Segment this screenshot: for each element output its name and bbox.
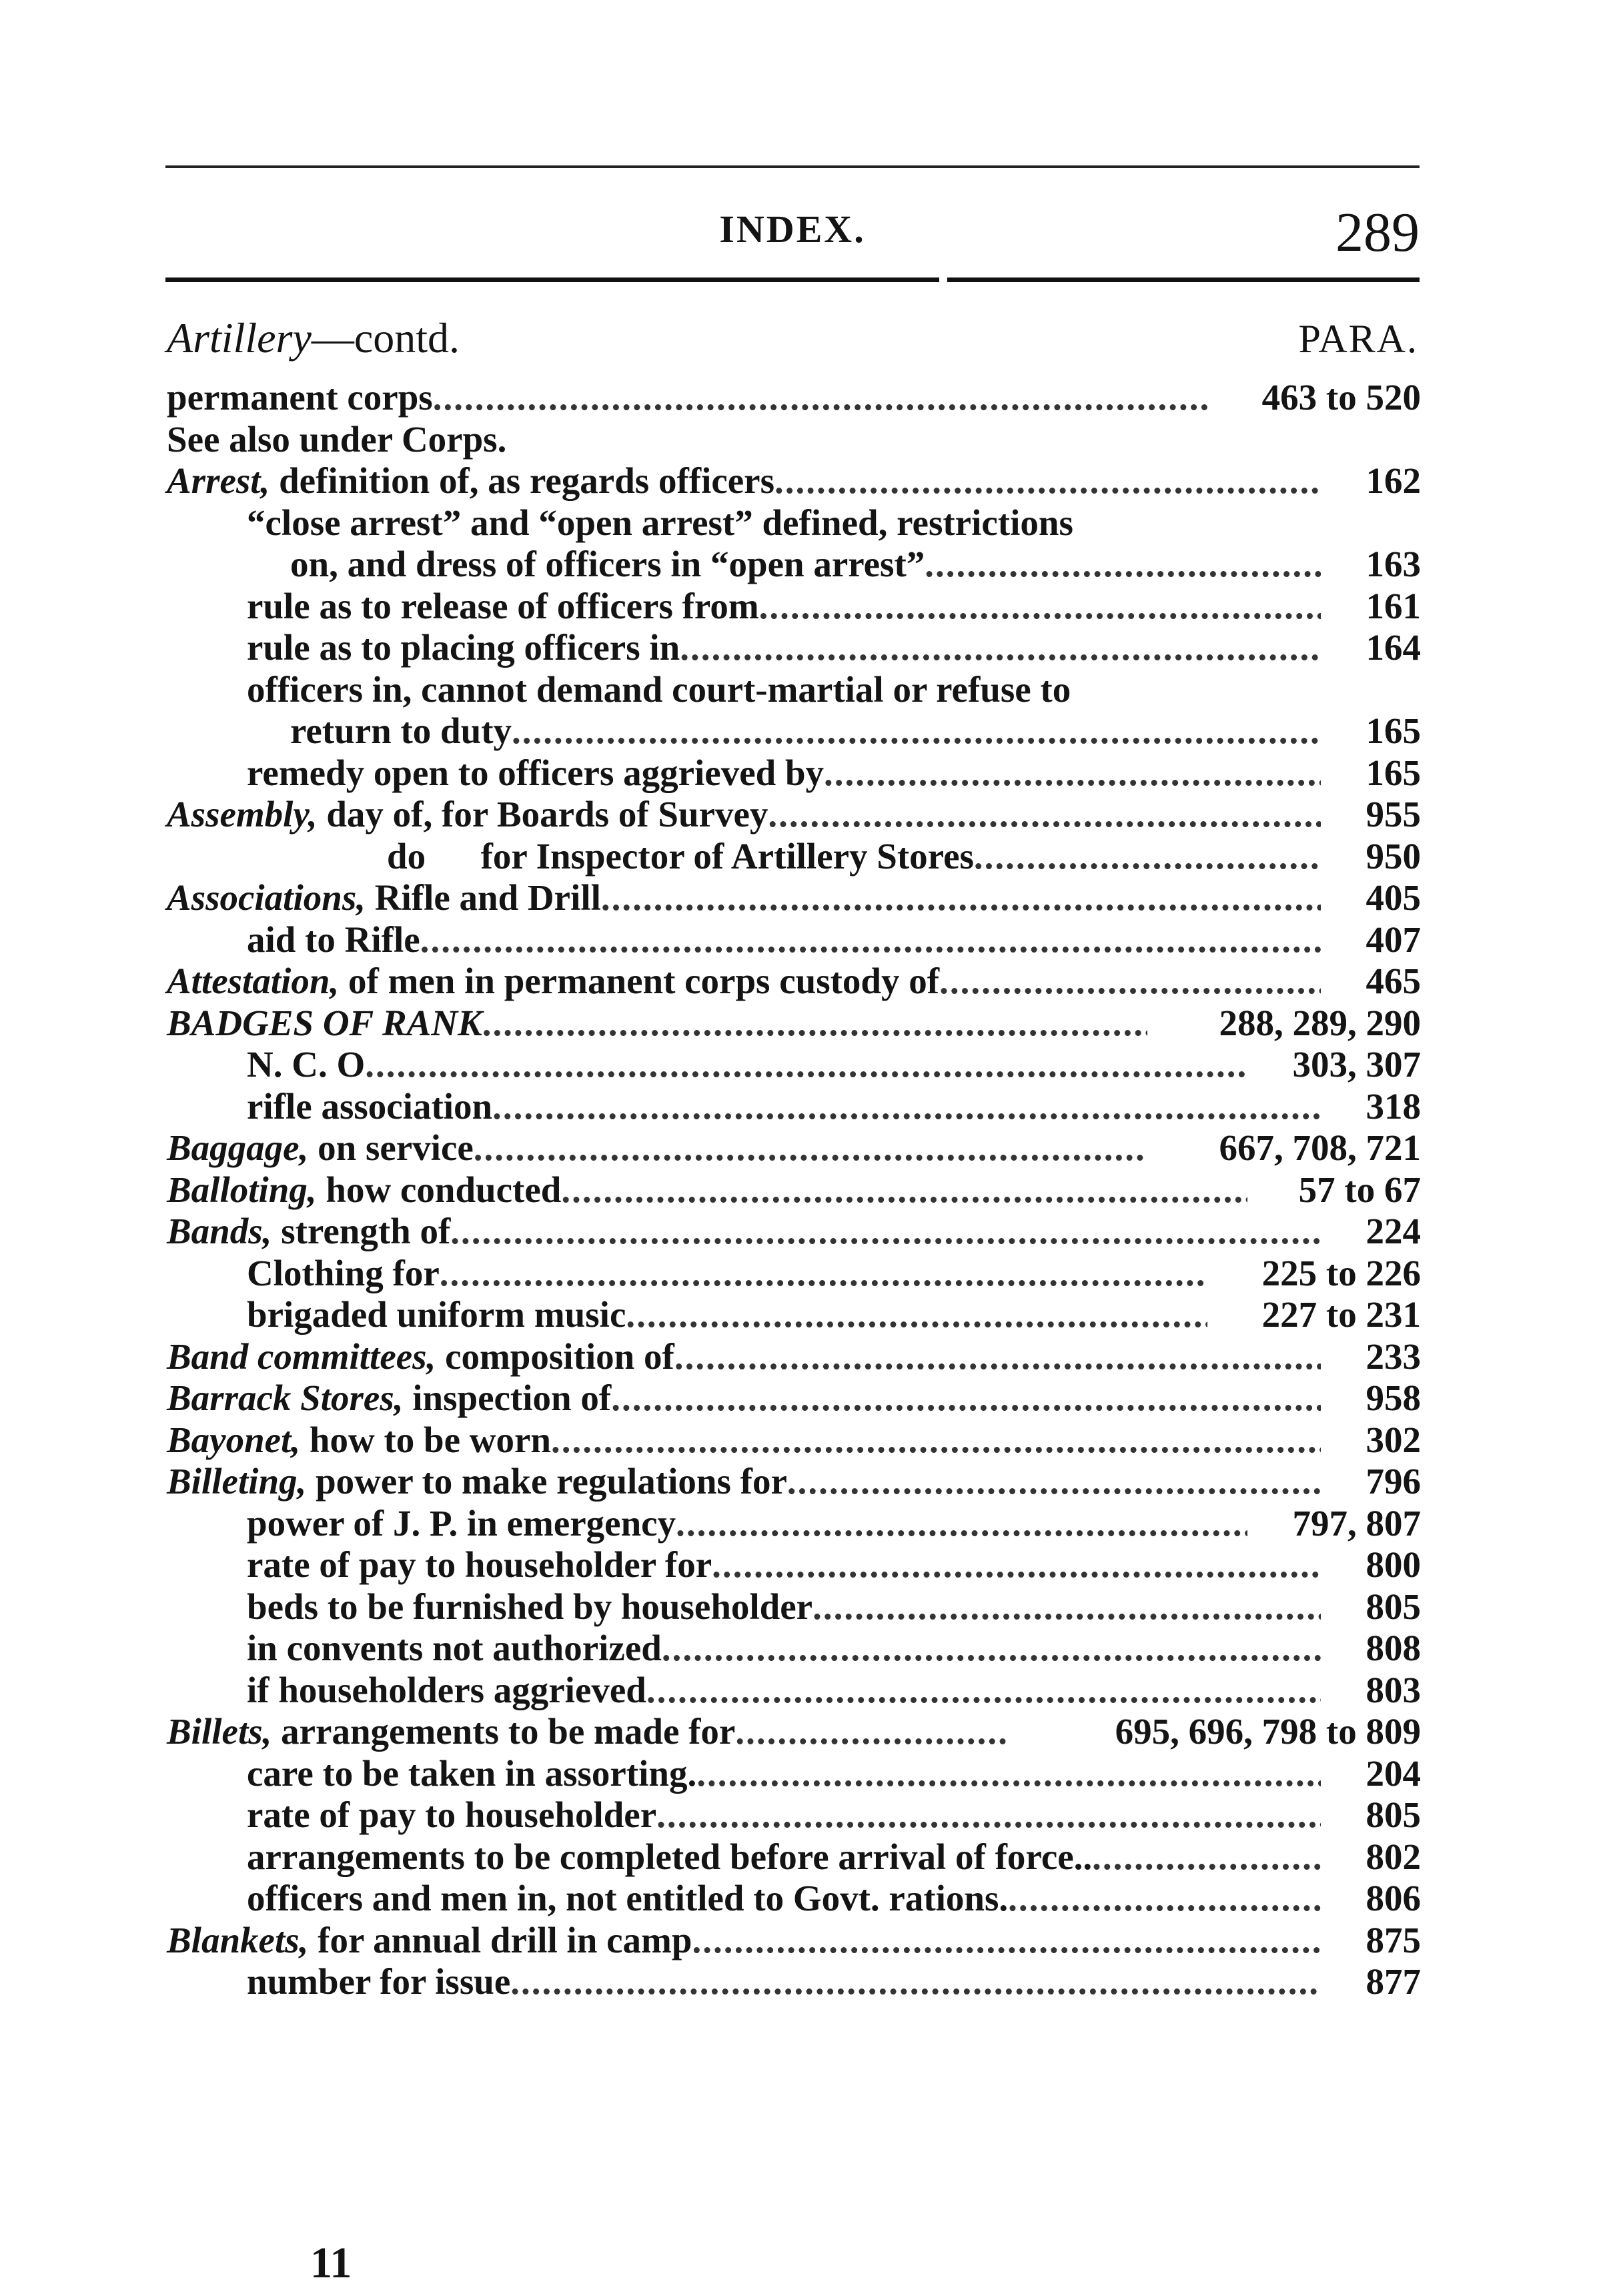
index-entry [167, 1670, 1421, 1712]
index-entry [167, 919, 1421, 961]
entry-text: strength of [272, 1211, 451, 1251]
entry-reference: 227 to 231 [1261, 1294, 1421, 1335]
entry-text: in convents not authorized [247, 1628, 662, 1668]
dot-leader [696, 1753, 1321, 1795]
index-entry [167, 1127, 1421, 1169]
entry-reference: 465 [1366, 961, 1421, 1001]
dot-leader [925, 544, 1321, 586]
entry-reference: 806 [1366, 1878, 1421, 1918]
index-entry [167, 710, 1421, 752]
index-entry [167, 1086, 1421, 1128]
entry-reference: 950 [1366, 835, 1421, 877]
dot-leader [692, 1920, 1321, 1962]
entry-term: Bayonet, [167, 1419, 301, 1460]
entry-term: Assembly, [167, 794, 318, 834]
continued-label: —contd. [311, 314, 460, 362]
entry-text: beds to be furnished by householder [247, 1586, 813, 1627]
index-entry [167, 669, 1421, 711]
index-entry [167, 460, 1421, 502]
page-header [165, 200, 1420, 273]
index-entry [167, 1253, 1421, 1295]
entry-term: Baggage, [167, 1127, 309, 1168]
entry-reference: 161 [1366, 585, 1421, 626]
index-entry [167, 1711, 1421, 1753]
entry-text: composition of [436, 1335, 674, 1377]
entry-reference: 796 [1366, 1461, 1421, 1502]
dot-leader [680, 627, 1321, 669]
entry-text: arrangements to be made for [272, 1711, 736, 1752]
entry-reference: 165 [1366, 752, 1421, 793]
entry-reference: 163 [1366, 544, 1421, 584]
index-entry [167, 419, 1421, 461]
entry-text: arrangements to be completed before arrival of force.. [247, 1836, 1093, 1877]
index-entry [167, 1794, 1421, 1836]
index-entry [167, 1044, 1421, 1086]
entry-reference: 233 [1366, 1335, 1421, 1377]
entry-reference: 224 [1366, 1211, 1421, 1251]
entry-reference: 805 [1366, 1586, 1421, 1627]
dot-leader [787, 1461, 1321, 1503]
entry-text: N. C. O [247, 1044, 366, 1085]
index-entry [167, 1836, 1421, 1878]
dot-leader [561, 1169, 1247, 1211]
dot-leader [551, 1419, 1321, 1462]
page-number: 289 [1335, 201, 1420, 263]
entry-reference: 165 [1366, 710, 1421, 751]
header-rule-right [947, 277, 1420, 282]
entry-text: aid to Rifle [247, 919, 420, 960]
index-entry [167, 1920, 1421, 1962]
entry-term: Arrest, [167, 460, 270, 501]
index-entry [167, 1169, 1421, 1211]
entry-text: rule as to placing officers in [247, 627, 680, 668]
entry-text: rule as to release of officers from [247, 585, 759, 626]
signature-mark: 11 [310, 2239, 352, 2287]
index-entry [167, 877, 1421, 919]
entry-text: return to duty [290, 710, 512, 751]
entry-text: rate of pay to householder for [247, 1544, 712, 1585]
index-entry [167, 544, 1421, 586]
continued-heading [167, 314, 460, 363]
entry-reference: 958 [1366, 1377, 1421, 1418]
dot-leader [510, 1961, 1321, 2003]
entry-term: Billets, [167, 1711, 272, 1752]
entry-reference: 805 [1366, 1794, 1421, 1835]
dot-leader [433, 377, 1207, 419]
index-entry [167, 1544, 1421, 1586]
index-entry [167, 1336, 1421, 1378]
entry-term: Barrack Stores, [167, 1377, 404, 1418]
entry-reference: 667, 708, 721 [1219, 1127, 1421, 1168]
entry-text: officers in, cannot demand court-martial or refuse to [247, 668, 1071, 710]
dot-leader [626, 1294, 1207, 1336]
dot-leader [512, 710, 1321, 752]
entry-text: remedy open to officers aggrieved by [247, 752, 825, 793]
entry-text: “close arrest” and “open arrest” defined, restrictions [247, 502, 1073, 543]
entry-text: do for Inspector of Artillery Stores [387, 835, 974, 877]
top-rule [165, 165, 1420, 168]
dot-leader [450, 1211, 1321, 1253]
entry-text: on, and dress of officers in “open arrest” [290, 544, 925, 584]
dot-leader [813, 1586, 1321, 1628]
dot-leader [974, 836, 1321, 878]
index-entry [167, 502, 1421, 544]
entry-reference: 875 [1366, 1919, 1421, 1960]
entry-text: power of J. P. in emergency [247, 1502, 676, 1544]
dot-leader [676, 1503, 1247, 1545]
entry-text: how conducted [316, 1169, 562, 1210]
dot-leader [656, 1794, 1321, 1836]
entry-text: for annual drill in camp [308, 1919, 692, 1960]
entry-reference: 877 [1366, 1961, 1421, 2002]
entry-reference: 407 [1366, 919, 1421, 960]
index-entry [167, 1586, 1421, 1628]
entry-text: care to be taken in assorting. [247, 1752, 697, 1794]
dot-leader [601, 877, 1321, 919]
index-entry [167, 1878, 1421, 1920]
entry-text: on service [308, 1127, 474, 1168]
entry-term: Billeting, [167, 1461, 307, 1502]
dot-leader [712, 1544, 1321, 1586]
entry-text: definition of, as regards officers [269, 460, 774, 501]
dot-leader [440, 1253, 1207, 1295]
entry-reference: 800 [1366, 1544, 1421, 1585]
dot-leader [611, 1377, 1321, 1419]
entry-text: inspection of [403, 1377, 612, 1418]
dot-leader [492, 1086, 1321, 1128]
index-entry [167, 1003, 1421, 1045]
index-entry [167, 836, 1421, 878]
continued-term: Artillery [167, 314, 312, 362]
entry-reference: 288, 289, 290 [1219, 1002, 1421, 1043]
entry-term: Attestation, [167, 961, 340, 1001]
entry-text: if householders aggrieved [247, 1669, 646, 1710]
dot-leader [774, 460, 1321, 502]
dot-leader [768, 794, 1321, 836]
entry-text: rifle association [247, 1085, 493, 1127]
entry-reference: 802 [1366, 1836, 1421, 1877]
dot-leader [824, 752, 1321, 794]
entry-text: of men in permanent corps custody of [339, 961, 940, 1001]
entry-reference: 797, 807 [1292, 1502, 1421, 1544]
index-entries [167, 377, 1421, 2003]
entry-text: Rifle and Drill [366, 877, 601, 918]
entry-text: officers and men in, not entitled to Govt. rations. [247, 1878, 1009, 1918]
entry-reference: 204 [1366, 1752, 1421, 1794]
index-entry [167, 377, 1421, 419]
entry-text: Clothing for [247, 1252, 440, 1293]
dot-leader [474, 1127, 1147, 1169]
entry-term: Balloting, [167, 1169, 317, 1210]
dot-leader [662, 1628, 1321, 1670]
entry-reference: 303, 307 [1292, 1044, 1421, 1085]
entry-term: Band committees, [167, 1335, 436, 1377]
index-entry [167, 1419, 1421, 1462]
entry-text: day of, for Boards of Survey [317, 794, 768, 834]
index-entry [167, 1211, 1421, 1253]
entry-reference: 225 to 226 [1261, 1252, 1421, 1293]
entry-reference: 955 [1366, 794, 1421, 834]
index-entry [167, 1503, 1421, 1545]
entry-text: permanent corps [167, 377, 433, 418]
continuation-header [167, 300, 1418, 374]
entry-reference: 318 [1366, 1085, 1421, 1127]
dot-leader [1008, 1878, 1321, 1920]
entry-text: power to make regulations for [306, 1461, 787, 1502]
dot-leader [420, 919, 1321, 961]
para-column-label: PARA. [1298, 317, 1418, 361]
entry-text: number for issue [247, 1961, 511, 2002]
entry-reference: 57 to 67 [1298, 1169, 1421, 1210]
entry-reference: 695, 696, 798 to 809 [1115, 1711, 1421, 1752]
entry-term: Blankets, [167, 1919, 309, 1960]
index-entry [167, 627, 1421, 669]
index-entry [167, 1377, 1421, 1419]
entry-term: Bands, [167, 1211, 272, 1251]
entry-text: rate of pay to householder [247, 1794, 657, 1835]
index-entry [167, 1628, 1421, 1670]
entry-text: See also under Corps. [167, 418, 507, 460]
entry-reference: 405 [1366, 877, 1421, 918]
entry-term: Associations, [167, 877, 366, 918]
dot-leader [735, 1711, 1007, 1753]
entry-reference: 803 [1366, 1669, 1421, 1710]
index-entry [167, 1294, 1421, 1336]
dot-leader [674, 1336, 1321, 1378]
entry-reference: 302 [1366, 1419, 1421, 1460]
dot-leader [365, 1044, 1247, 1086]
entry-reference: 808 [1366, 1628, 1421, 1668]
index-entry [167, 752, 1421, 794]
entry-term: BADGES OF RANK [167, 1002, 482, 1043]
dot-leader [646, 1670, 1321, 1712]
index-entry [167, 961, 1421, 1003]
dot-leader [482, 1003, 1147, 1045]
dot-leader [939, 961, 1321, 1003]
dot-leader [759, 586, 1321, 628]
page-title: INDEX. [719, 207, 866, 251]
index-entry [167, 1753, 1421, 1795]
entry-reference: 162 [1366, 460, 1421, 501]
entry-text: how to be worn [300, 1419, 551, 1460]
index-entry [167, 586, 1421, 628]
dot-leader [1092, 1836, 1321, 1878]
index-entry [167, 794, 1421, 836]
header-rule-left [165, 277, 939, 282]
entry-reference: 463 to 520 [1261, 377, 1421, 418]
index-entry [167, 1461, 1421, 1503]
index-entry [167, 1961, 1421, 2003]
entry-reference: 164 [1366, 627, 1421, 668]
entry-text: brigaded uniform music [247, 1294, 626, 1335]
